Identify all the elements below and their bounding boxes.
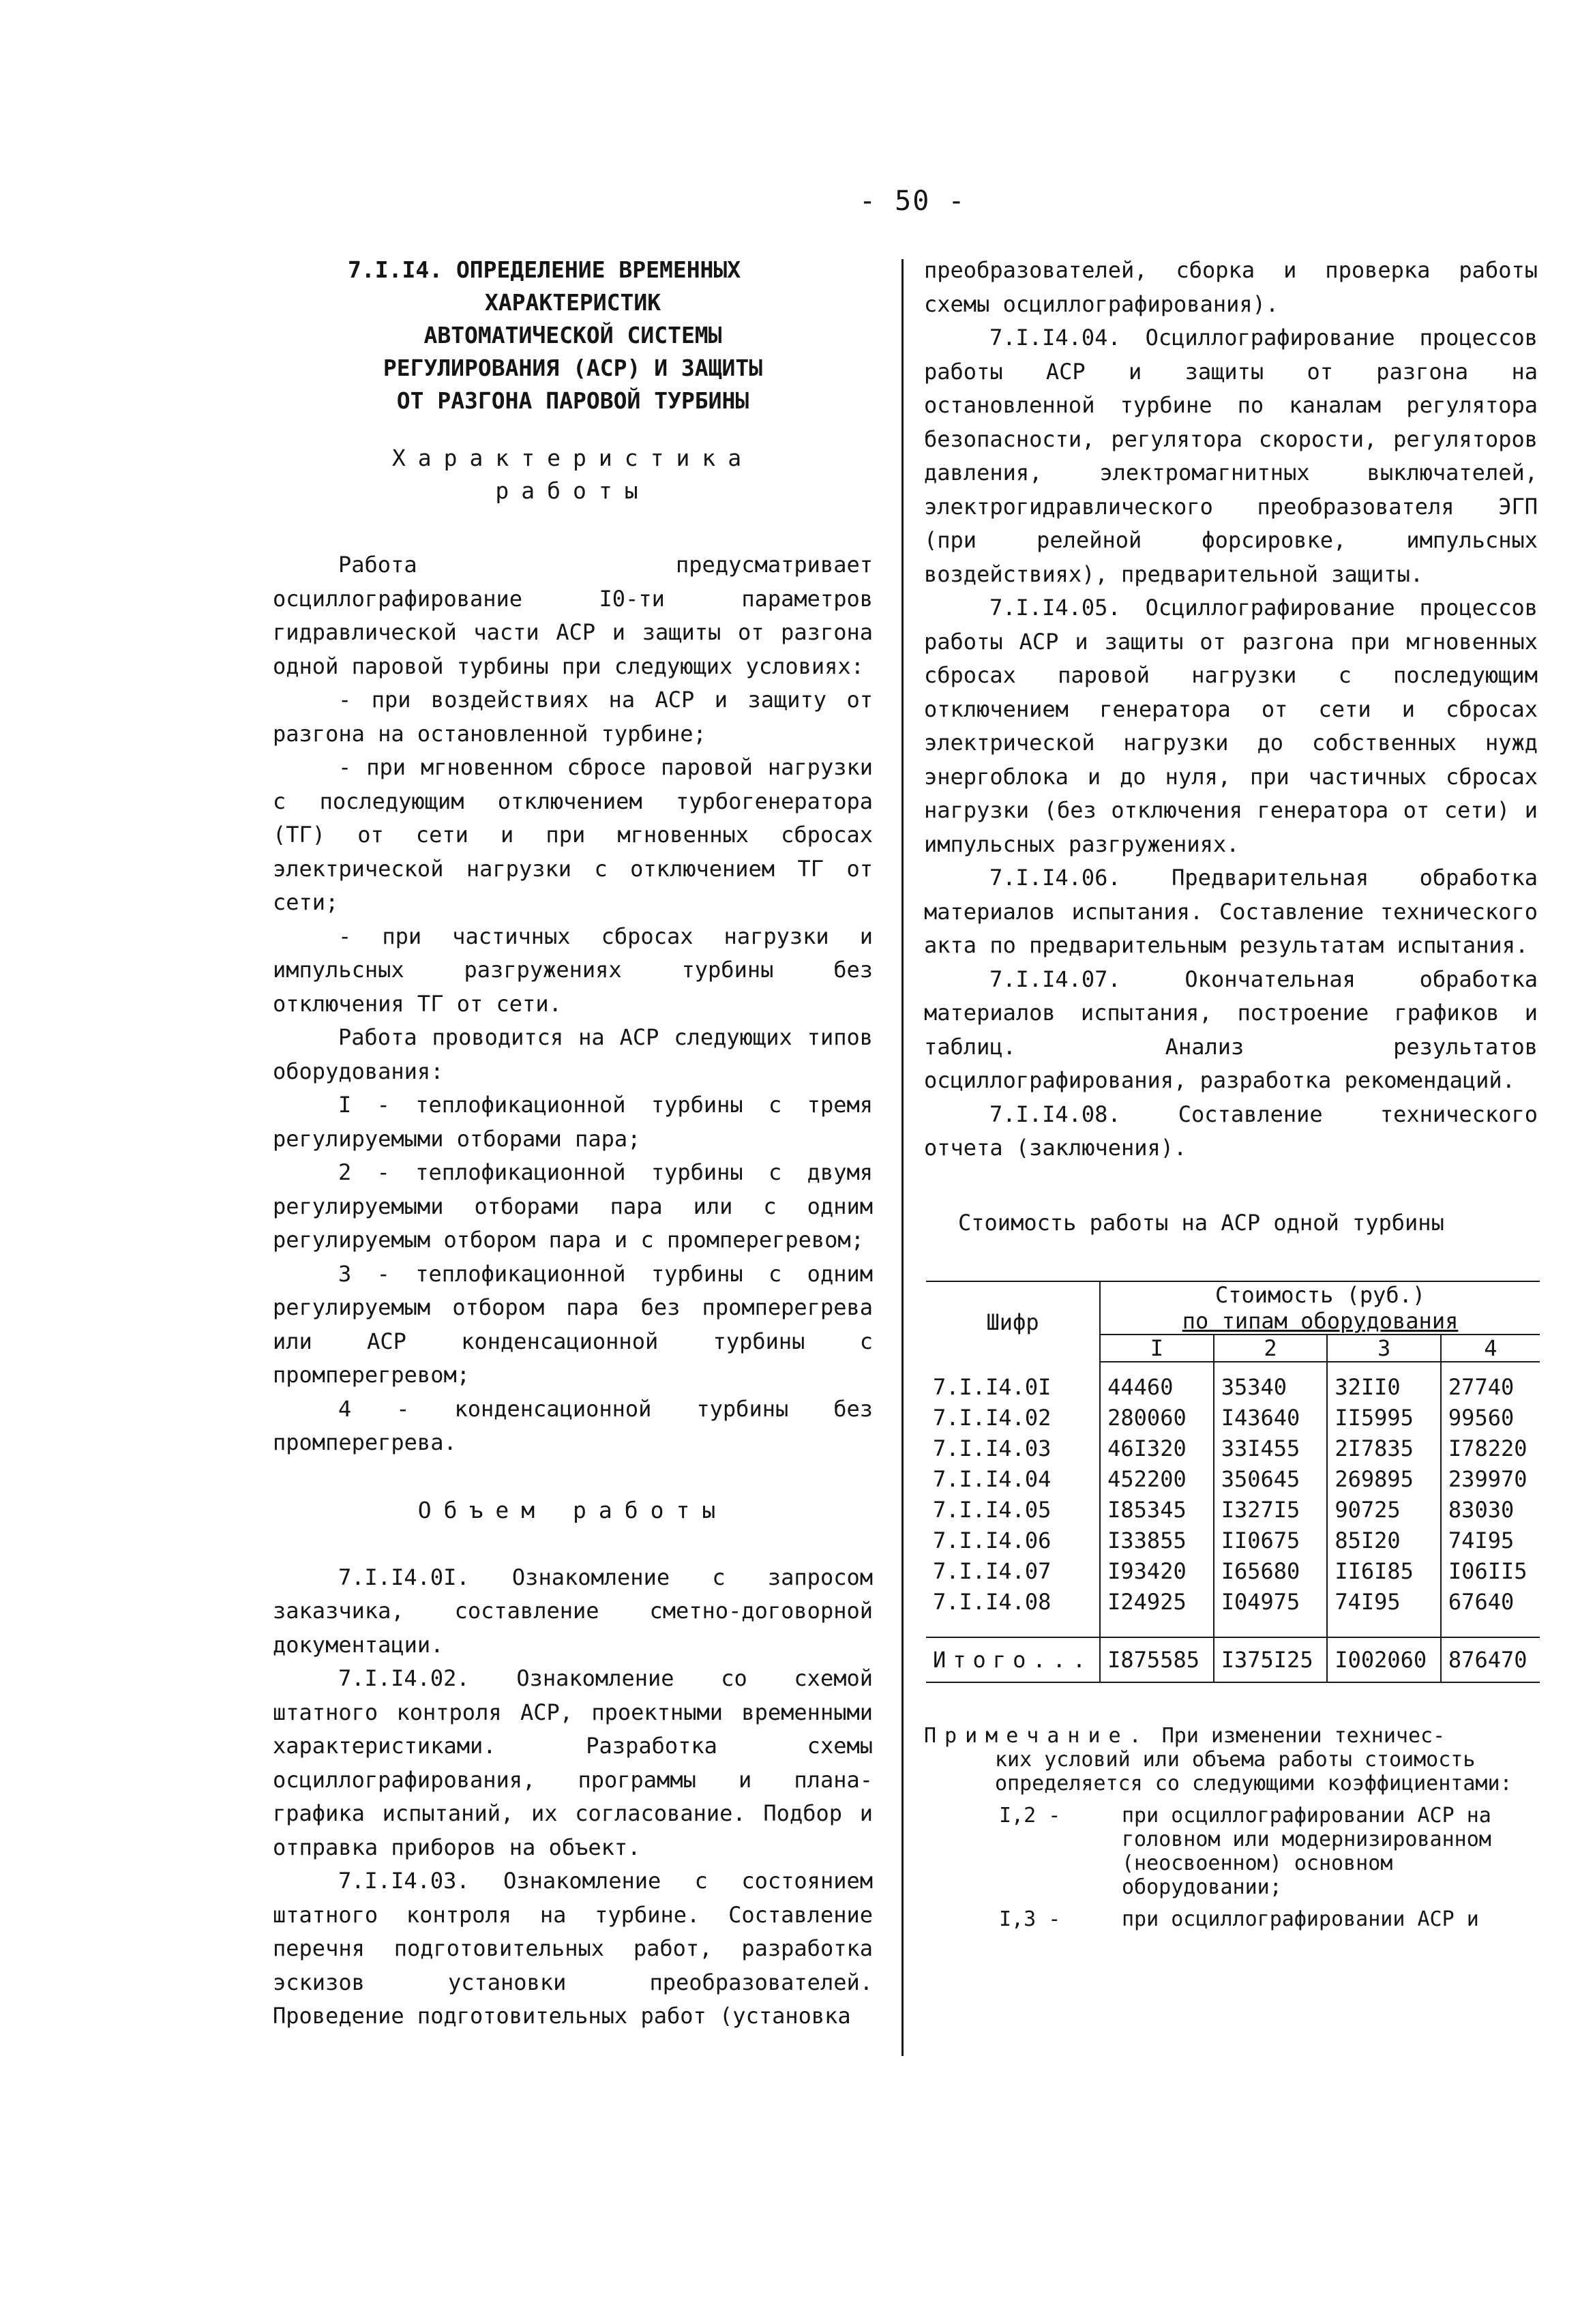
heading-line-5: ОТ РАЗГОНА ПАРОВОЙ ТУРБИНЫ [396, 387, 749, 414]
row-code: 7.I.I4.06 [933, 1528, 1052, 1553]
note [924, 1724, 1538, 1931]
paragraph: 7.I.I4.02. Ознакомление со схемой штатного контроля АСР, проектными временными характеристиками. Разработка схемы осциллографирования, программы и плана-графика испытаний, их согласование. Подбор и отправка приборов на объект. [273, 1665, 873, 1860]
cell-value: 280060 [1100, 1403, 1214, 1433]
cell-value: 90725 [1327, 1495, 1441, 1525]
cell-value: 46I320 [1100, 1433, 1214, 1464]
cell-value: I43640 [1214, 1403, 1328, 1433]
page-number: - 50 - [859, 185, 966, 217]
section-heading [273, 254, 873, 417]
paragraph: - при воздействиях на АСР и защиту от разгона на остановленной турбине; [273, 687, 873, 747]
cell-value: 2I7835 [1327, 1433, 1441, 1464]
cell-value: 74I95 [1441, 1525, 1540, 1556]
cell-value: II6I85 [1327, 1556, 1441, 1587]
row-code: 7.I.I4.05 [933, 1497, 1052, 1523]
row-code: 7.I.I4.07 [933, 1558, 1052, 1584]
type-header: 3 [1327, 1335, 1441, 1362]
cell-value: II0675 [1214, 1525, 1328, 1556]
paragraph: 7.I.I4.05. Осциллографирование процессов работы АСР и защиты от разгона при мгновенных сбросах паровой нагрузки с последующим отключением генератора от сети и сбросах электрической нагрузки до собственных нужд энергоблока и до нуля, при частичных сбросах нагрузки (без отключения генератора от сети) и импульсных разгружениях. [924, 595, 1538, 857]
row-code: 7.I.I4.04 [933, 1466, 1052, 1492]
paragraph: - при частичных сбросах нагрузки и импульсных разгружениях турбины без отключения ТГ от сети. [273, 923, 873, 1017]
header-code: Шифр [926, 1281, 1100, 1362]
row-code: 7.I.I4.02 [933, 1405, 1052, 1431]
cell-value: I93420 [1100, 1556, 1214, 1587]
note-item [924, 1907, 1538, 1931]
note-item-coefficient: I,2 - [999, 1804, 1061, 1828]
paragraph: Работа предусматривает осциллографирование I0-ти параметров гидравлической части АСР и защиты от разгона одной паровой турбины при следующих условиях: [273, 552, 873, 679]
note-item [924, 1804, 1538, 1899]
cell-value: I24925 [1100, 1587, 1214, 1637]
cell-value: I78220 [1441, 1433, 1540, 1464]
note-first-line [924, 1724, 1538, 1748]
paragraph: Работа проводится на АСР следующих типов оборудования: [273, 1024, 873, 1084]
type-header: 2 [1214, 1335, 1328, 1362]
table-row [926, 1464, 1540, 1495]
table-row [926, 1362, 1540, 1403]
cell-value: 83030 [1441, 1495, 1540, 1525]
paragraph: - при мгновенном сбросе паровой нагрузки с последующим отключением турбогенератора (ТГ) от сети и при мгновенных сбросах электрической нагрузки с отключением ТГ от сети; [273, 754, 873, 915]
header-cost-subtitle: по типам оборудования [1182, 1308, 1459, 1334]
left-column [273, 254, 873, 2034]
heading-line-3: АВТОМАТИЧЕСКОЙ СИСТЕМЫ [423, 322, 722, 348]
header-cost-title: Стоимость (руб.) [1214, 1282, 1426, 1308]
note-text-rest: ких условий или объема работы стоимость определяется со следующими коэффициентами: [995, 1748, 1512, 1796]
column-divider [901, 259, 904, 2056]
cost-table [926, 1281, 1540, 1683]
row-code: 7.I.I4.03 [933, 1435, 1052, 1461]
total-value: 876470 [1441, 1637, 1540, 1682]
paragraph: 7.I.I4.08. Составление технического отчета (заключения). [924, 1101, 1538, 1161]
total-label: Итого... [926, 1637, 1100, 1682]
characteristics-title-2: работы [495, 477, 651, 504]
cell-value: 35340 [1214, 1362, 1328, 1403]
cell-value: 452200 [1100, 1464, 1214, 1495]
volume-title: Объем работы [417, 1496, 728, 1523]
cell-value: I04975 [1214, 1587, 1328, 1637]
heading-line-2: ХАРАКТЕРИСТИК [484, 289, 661, 316]
type-header: 4 [1441, 1335, 1540, 1362]
table-row [926, 1403, 1540, 1433]
cell-value: 32II0 [1327, 1362, 1441, 1403]
type-header: I [1100, 1335, 1214, 1362]
note-item-coefficient: I,3 - [999, 1907, 1061, 1931]
cell-value: 74I95 [1327, 1587, 1441, 1637]
table-row [926, 1433, 1540, 1464]
cell-value: 269895 [1327, 1464, 1441, 1495]
heading-line-4: РЕГУЛИРОВАНИЯ (АСР) И ЗАЩИТЫ [383, 355, 763, 381]
cell-value: 85I20 [1327, 1525, 1441, 1556]
cell-value: I33855 [1100, 1525, 1214, 1556]
cell-value: 239970 [1441, 1464, 1540, 1495]
paragraph: 4 - конденсационной турбины без промперегрева. [273, 1395, 873, 1455]
table-row [926, 1525, 1540, 1556]
paragraph: 3 - теплофикационной турбины с одним регулируемым отбором пара без промперегрева или АСР конденсационной турбины с промперегревом; [273, 1260, 873, 1388]
cell-value: I06II5 [1441, 1556, 1540, 1587]
cell-value: 27740 [1441, 1362, 1540, 1403]
row-code: 7.I.I4.08 [933, 1589, 1052, 1615]
paragraph: 7.I.I4.06. Предварительная обработка материалов испытания. Составление технического акта по предварительным результатам испытания. [924, 865, 1538, 958]
paragraph: преобразователей, сборка и проверка работы схемы осциллографирования). [924, 257, 1538, 317]
paragraph: 7.I.I4.07. Окончательная обработка материалов испытания, построение графиков и таблиц. Анализ результатов осциллографирования, разработка рекомендаций. [924, 966, 1538, 1093]
total-value: I375I25 [1214, 1637, 1328, 1682]
cell-value: 67640 [1441, 1587, 1540, 1637]
cell-value: I85345 [1100, 1495, 1214, 1525]
header-cost [1100, 1281, 1540, 1335]
table-caption: Стоимость работы на АСР одной турбины [958, 1209, 1444, 1236]
paragraph: 7.I.I4.03. Ознакомление с состоянием штатного контроля на турбине. Составление перечня подготовительных работ, разработка эскизов установки преобразователей. Проведение подготовительных работ (установка [273, 1868, 873, 2029]
cell-value: 33I455 [1214, 1433, 1328, 1464]
total-value: I875585 [1100, 1637, 1214, 1682]
paragraph: 7.I.I4.0I. Ознакомление с запросом заказчика, составление сметно-договорной документации. [273, 1564, 873, 1658]
note-text-1: При изменении техничес- [1161, 1724, 1446, 1748]
heading-line-1: 7.I.I4. ОПРЕДЕЛЕНИЕ ВРЕМЕННЫХ [348, 256, 741, 283]
table-total-row [926, 1637, 1540, 1682]
characteristics-title: Характеристика [391, 445, 754, 471]
paragraph: 2 - теплофикационной турбины с двумя регулируемыми отборами пара или с одним регулируемым отбором пара и с промперегревом; [273, 1159, 873, 1253]
paragraph: I - теплофикационной турбины с тремя регулируемыми отборами пара; [273, 1092, 873, 1152]
cell-value: 350645 [1214, 1464, 1328, 1495]
total-value: I002060 [1327, 1637, 1441, 1682]
cell-value: I327I5 [1214, 1495, 1328, 1525]
cell-value: 99560 [1441, 1403, 1540, 1433]
table-row [926, 1495, 1540, 1525]
table-row [926, 1587, 1540, 1637]
right-column [924, 254, 1538, 1931]
cell-value: 44460 [1100, 1362, 1214, 1403]
note-item-text: при осциллографировании АСР на головном или модернизированном (неосвоенном) основном оборудовании; [1122, 1804, 1491, 1899]
cell-value: I65680 [1214, 1556, 1328, 1587]
paragraph: 7.I.I4.04. Осциллографирование процессов работы АСР и защиты от разгона на остановленной турбине по каналам регулятора безопасности, регулятора скорости, регуляторов давления, электромагнитных выключателей, электрогидравлического преобразователя ЭГП (при релейной форсировке, импульсных воздействиях), предварительной защиты. [924, 325, 1538, 587]
note-label: Примечание. [924, 1724, 1150, 1748]
table-row [926, 1556, 1540, 1587]
cell-value: II5995 [1327, 1403, 1441, 1433]
row-code: 7.I.I4.0I [933, 1373, 1052, 1400]
note-item-text: при осциллографировании АСР и [1122, 1907, 1479, 1931]
